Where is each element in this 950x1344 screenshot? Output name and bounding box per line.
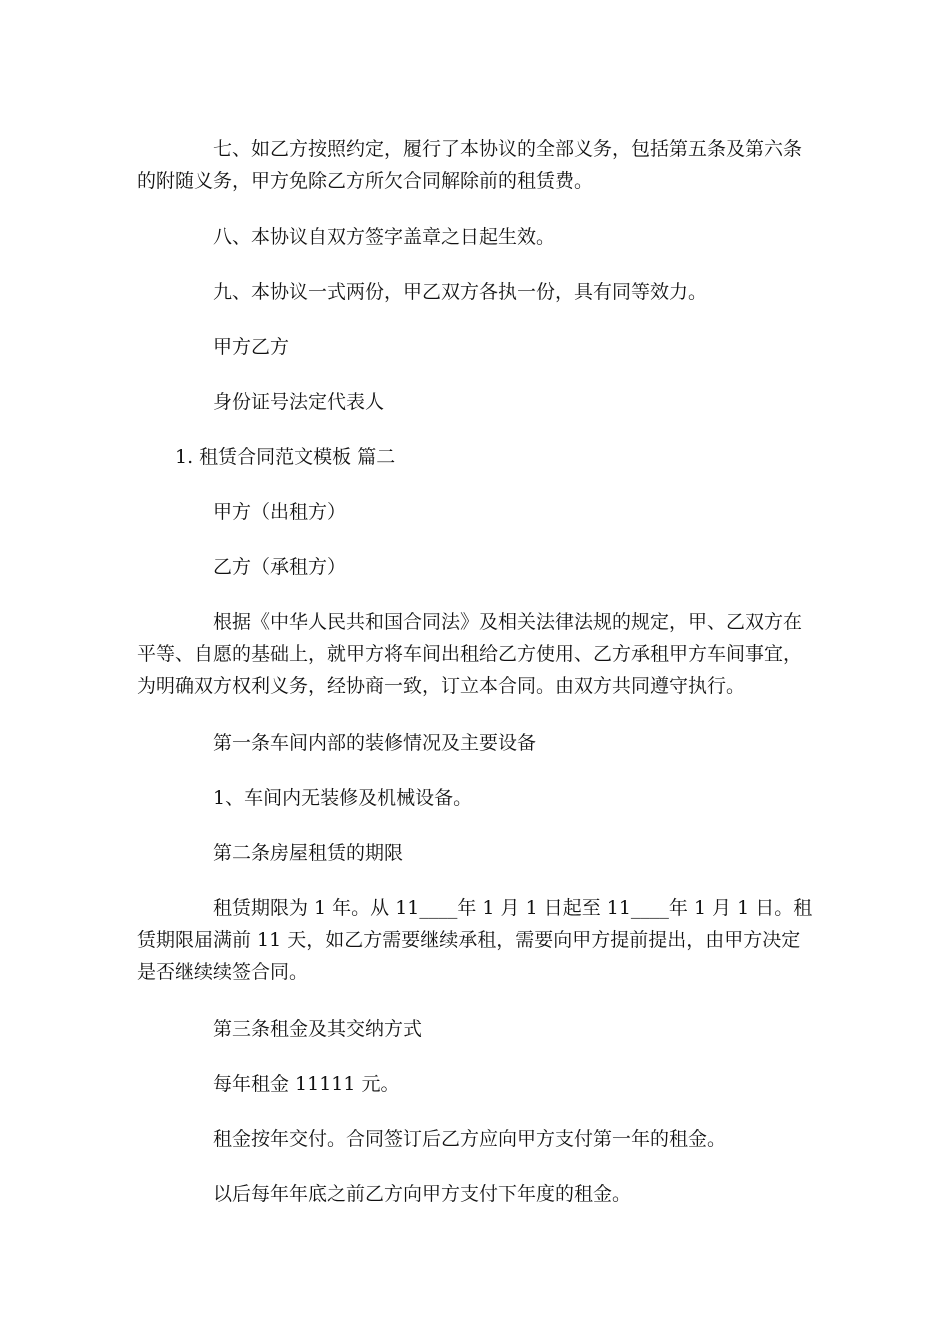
party-a-label: 甲方（出租方） [213,501,347,523]
paragraph-clause-8: 八、本协议自双方签字盖章之日起生效。 [213,226,556,248]
paragraph-preamble: 根据《中华人民共和国合同法》及相关法律法规的规定，甲、乙双方在平等、自愿的基础上，就甲方将车间出租给乙方使用、乙方承租甲方车间事宜，为明确双方权利义务，经协商一致，订立本合同。由双方共同遵守执行。 [137,611,803,697]
paragraph-clause-7: 七、如乙方按照约定，履行了本协议的全部义务，包括第五条及第六条的附随义务，甲方免除乙方所欠合同解除前的租赁费。 [137,138,803,192]
article-1-item-1: 1、车间内无装修及机械设备。 [213,787,473,809]
paragraph-annual-rent: 每年租金 11111 元。 [213,1073,400,1095]
paragraph-rent-yearly: 以后每年年底之前乙方向甲方支付下年度的租金。 [213,1183,632,1205]
signature-parties-line: 甲方乙方 [213,336,290,358]
signature-id-line: 身份证号法定代表人 [213,391,385,413]
section-heading-part-two: 1. 租赁合同范文模板 篇二 [175,446,396,468]
paragraph-lease-term: 租赁期限为 1 年。从 11____年 1 月 1 日起至 11____年 1 月 1 日。租赁期限届满前 11 天，如乙方需要继续承租，需要向甲方提前提出，由甲方决定是否继续续签合同。 [137,897,813,983]
paragraph-rent-payment: 租金按年交付。合同签订后乙方应向甲方支付第一年的租金。 [213,1128,727,1150]
article-3-heading: 第三条租金及其交纳方式 [213,1018,423,1040]
party-b-label: 乙方（承租方） [213,556,347,578]
paragraph-clause-9: 九、本协议一式两份，甲乙双方各执一份，具有同等效力。 [213,281,708,303]
article-2-heading: 第二条房屋租赁的期限 [213,842,404,864]
article-1-heading: 第一条车间内部的装修情况及主要设备 [213,732,537,754]
